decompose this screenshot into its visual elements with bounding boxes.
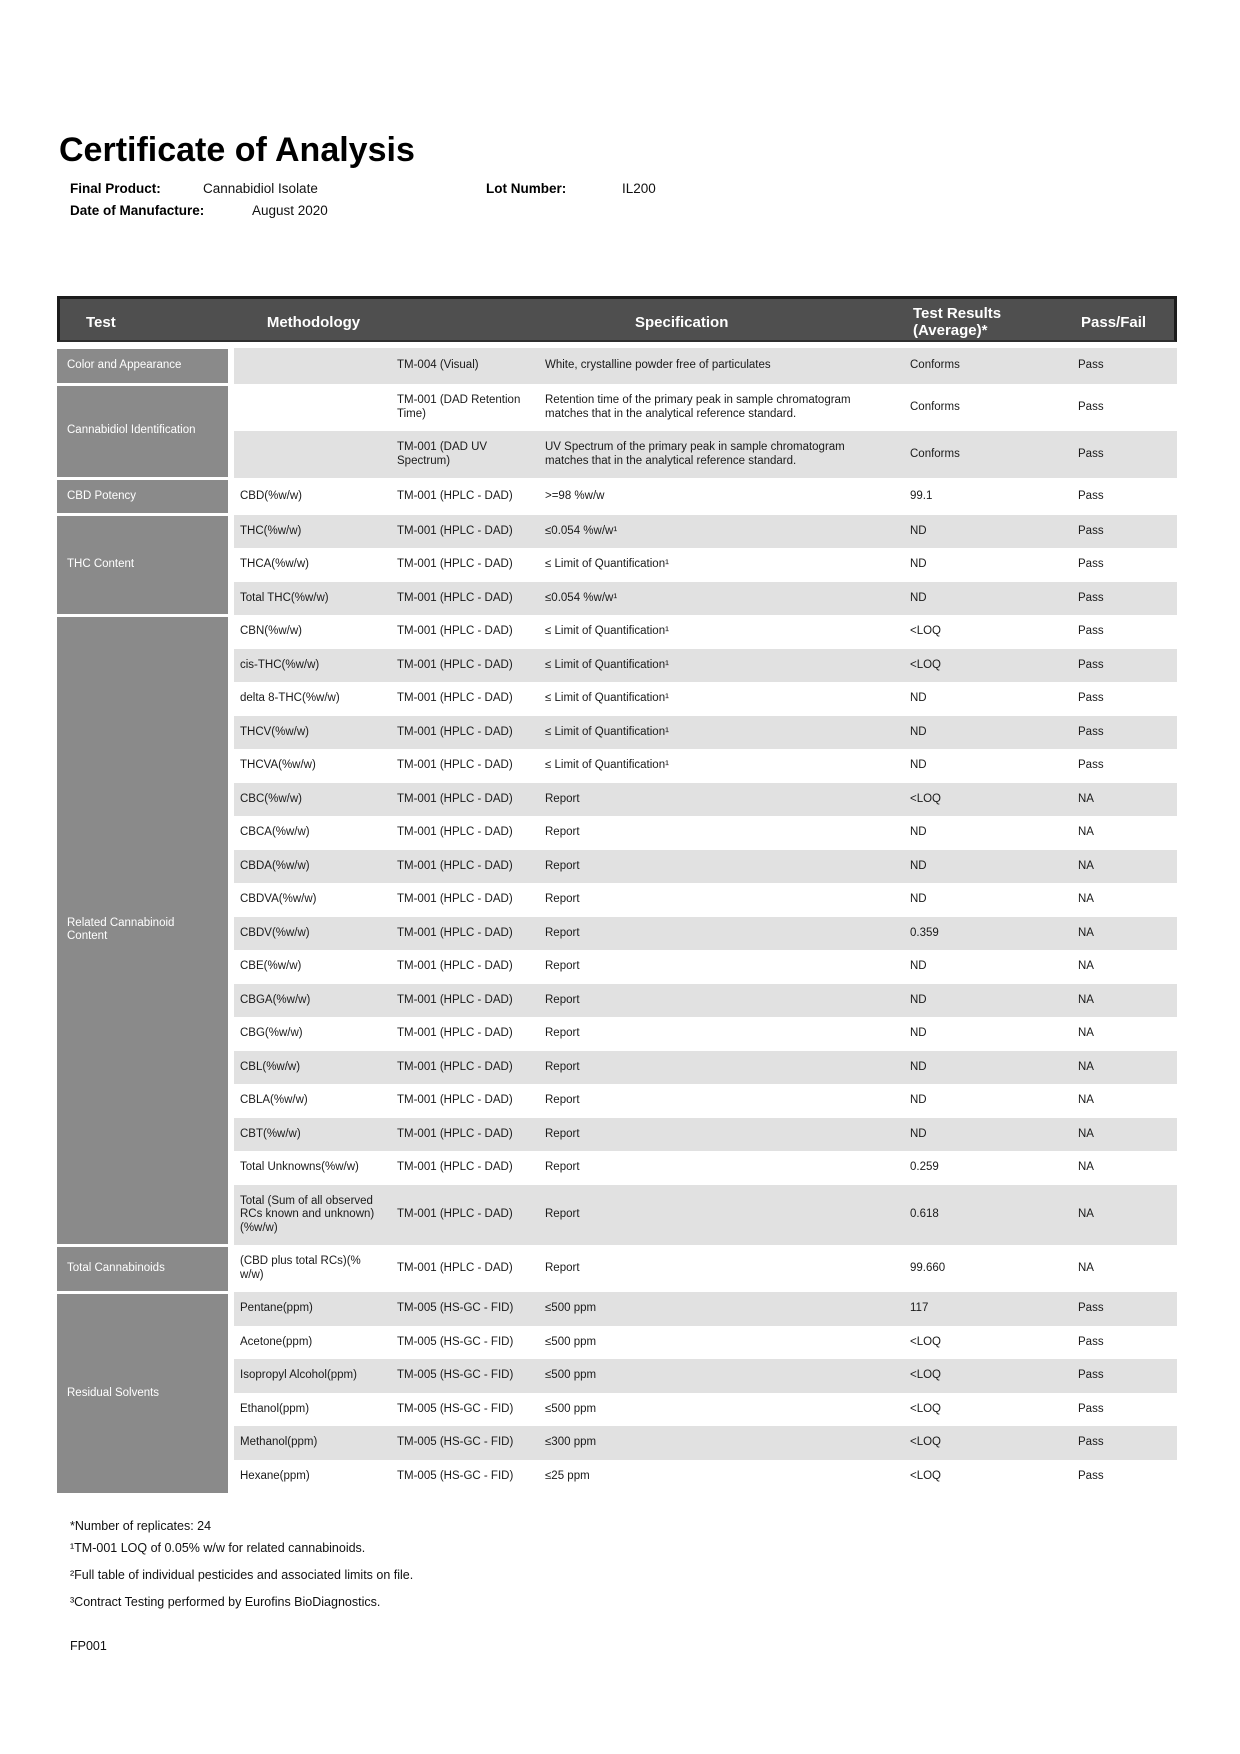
pass-fail-cell: Pass: [1065, 348, 1177, 385]
test-result-cell: ND: [905, 582, 1065, 616]
specification-cell: UV Spectrum of the primary peak in sample chromatogram matches that in the analytical reference standard.: [540, 431, 905, 478]
pass-fail-cell: Pass: [1065, 1359, 1177, 1393]
sub-test-cell: cis-THC(%w/w): [231, 649, 390, 683]
pass-fail-cell: Pass: [1065, 582, 1177, 616]
pass-fail-cell: NA: [1065, 950, 1177, 984]
pass-fail-cell: NA: [1065, 783, 1177, 817]
specification-cell: ≤300 ppm: [540, 1426, 905, 1460]
test-result-cell: <LOQ: [905, 1359, 1065, 1393]
pass-fail-cell: Pass: [1065, 1393, 1177, 1427]
methodology-cell: TM-001 (HPLC - DAD): [390, 1118, 540, 1152]
test-result-cell: ND: [905, 682, 1065, 716]
footnote-contract-testing: ³Contract Testing performed by Eurofins BioDiagnostics.: [70, 1595, 381, 1609]
sub-test-cell: delta 8-THC(%w/w): [231, 682, 390, 716]
sub-test-cell: Isopropyl Alcohol(ppm): [231, 1359, 390, 1393]
footnote-loq: ¹TM-001 LOQ of 0.05% w/w for related cannabinoids.: [70, 1541, 366, 1555]
sub-test-cell: (CBD plus total RCs)(% w/w): [231, 1245, 390, 1292]
sub-test-cell: Hexane(ppm): [231, 1460, 390, 1494]
sub-test-cell: Acetone(ppm): [231, 1326, 390, 1360]
specification-cell: ≤ Limit of Quantification¹: [540, 649, 905, 683]
sub-test-cell: Methanol(ppm): [231, 1426, 390, 1460]
test-result-cell: ND: [905, 515, 1065, 549]
specification-cell: Report: [540, 1084, 905, 1118]
methodology-cell: TM-005 (HS-GC - FID): [390, 1393, 540, 1427]
specification-cell: Report: [540, 850, 905, 884]
date-of-manufacture-value: August 2020: [252, 203, 328, 218]
test-category-cell: Color and Appearance: [57, 348, 231, 385]
methodology-cell: TM-001 (HPLC - DAD): [390, 749, 540, 783]
table-row: [57, 1292, 1177, 1326]
test-result-cell: 0.618: [905, 1185, 1065, 1246]
pass-fail-cell: NA: [1065, 1185, 1177, 1246]
methodology-cell: TM-001 (HPLC - DAD): [390, 649, 540, 683]
pass-fail-cell: Pass: [1065, 1292, 1177, 1326]
sub-test-cell: Ethanol(ppm): [231, 1393, 390, 1427]
specification-cell: ≤ Limit of Quantification¹: [540, 615, 905, 649]
methodology-cell: TM-005 (HS-GC - FID): [390, 1460, 540, 1494]
specification-cell: Report: [540, 783, 905, 817]
methodology-cell: TM-001 (HPLC - DAD): [390, 917, 540, 951]
pass-fail-cell: Pass: [1065, 682, 1177, 716]
test-result-cell: <LOQ: [905, 1393, 1065, 1427]
specification-cell: Report: [540, 1245, 905, 1292]
column-header-test: Test: [86, 313, 116, 331]
pass-fail-cell: Pass: [1065, 384, 1177, 431]
methodology-cell: TM-001 (HPLC - DAD): [390, 816, 540, 850]
specification-cell: ≤25 ppm: [540, 1460, 905, 1494]
table-row: [57, 515, 1177, 549]
methodology-cell: TM-001 (HPLC - DAD): [390, 1051, 540, 1085]
methodology-cell: TM-001 (HPLC - DAD): [390, 682, 540, 716]
specification-cell: ≤ Limit of Quantification¹: [540, 548, 905, 582]
methodology-cell: TM-001 (HPLC - DAD): [390, 950, 540, 984]
pass-fail-cell: Pass: [1065, 1326, 1177, 1360]
results-table-body: [57, 346, 1177, 1493]
column-header-test-results: Test Results (Average)*: [913, 305, 1002, 339]
test-result-cell: ND: [905, 1051, 1065, 1085]
test-result-cell: ND: [905, 1084, 1065, 1118]
sub-test-cell: CBT(%w/w): [231, 1118, 390, 1152]
pass-fail-cell: NA: [1065, 1017, 1177, 1051]
pass-fail-cell: Pass: [1065, 649, 1177, 683]
lot-number-value: IL200: [622, 181, 656, 196]
test-result-cell: ND: [905, 716, 1065, 750]
methodology-cell: TM-001 (HPLC - DAD): [390, 515, 540, 549]
methodology-cell: TM-001 (HPLC - DAD): [390, 1151, 540, 1185]
specification-cell: Report: [540, 816, 905, 850]
methodology-cell: TM-001 (HPLC - DAD): [390, 615, 540, 649]
sub-test-cell: [231, 348, 390, 385]
methodology-cell: TM-001 (HPLC - DAD): [390, 1017, 540, 1051]
test-category-cell: Residual Solvents: [57, 1292, 231, 1493]
specification-cell: ≤0.054 %w/w¹: [540, 582, 905, 616]
methodology-cell: TM-001 (HPLC - DAD): [390, 883, 540, 917]
test-result-cell: ND: [905, 816, 1065, 850]
table-row: [57, 478, 1177, 515]
sub-test-cell: CBE(%w/w): [231, 950, 390, 984]
test-result-cell: <LOQ: [905, 1326, 1065, 1360]
specification-cell: Report: [540, 950, 905, 984]
sub-test-cell: [231, 384, 390, 431]
specification-cell: Report: [540, 1118, 905, 1152]
column-header-pass-fail: Pass/Fail: [1081, 313, 1147, 331]
methodology-cell: TM-001 (HPLC - DAD): [390, 716, 540, 750]
column-header-specification: Specification: [635, 313, 729, 331]
pass-fail-cell: NA: [1065, 1051, 1177, 1085]
sub-test-cell: CBC(%w/w): [231, 783, 390, 817]
specification-cell: ≤ Limit of Quantification¹: [540, 716, 905, 750]
test-result-cell: <LOQ: [905, 1426, 1065, 1460]
specification-cell: White, crystalline powder free of particulates: [540, 348, 905, 385]
test-result-cell: <LOQ: [905, 783, 1065, 817]
sub-test-cell: CBCA(%w/w): [231, 816, 390, 850]
methodology-cell: TM-005 (HS-GC - FID): [390, 1359, 540, 1393]
pass-fail-cell: Pass: [1065, 515, 1177, 549]
methodology-cell: TM-001 (HPLC - DAD): [390, 984, 540, 1018]
sub-test-cell: Total (Sum of all observed RCs known and unknown) (%w/w): [231, 1185, 390, 1246]
pass-fail-cell: Pass: [1065, 431, 1177, 478]
methodology-cell: TM-001 (HPLC - DAD): [390, 1084, 540, 1118]
specification-cell: Report: [540, 883, 905, 917]
test-result-cell: <LOQ: [905, 615, 1065, 649]
pass-fail-cell: Pass: [1065, 716, 1177, 750]
pass-fail-cell: NA: [1065, 1118, 1177, 1152]
specification-cell: >=98 %w/w: [540, 478, 905, 515]
methodology-cell: TM-001 (DAD Retention Time): [390, 384, 540, 431]
pass-fail-cell: Pass: [1065, 478, 1177, 515]
methodology-cell: TM-001 (HPLC - DAD): [390, 1245, 540, 1292]
sub-test-cell: CBD(%w/w): [231, 478, 390, 515]
pass-fail-cell: NA: [1065, 984, 1177, 1018]
methodology-cell: TM-005 (HS-GC - FID): [390, 1326, 540, 1360]
test-result-cell: ND: [905, 850, 1065, 884]
test-result-cell: ND: [905, 950, 1065, 984]
pass-fail-cell: Pass: [1065, 749, 1177, 783]
test-category-cell: THC Content: [57, 515, 231, 616]
pass-fail-cell: Pass: [1065, 1460, 1177, 1494]
specification-cell: Report: [540, 917, 905, 951]
sub-test-cell: CBN(%w/w): [231, 615, 390, 649]
final-product-value: Cannabidiol Isolate: [203, 181, 318, 196]
test-result-cell: <LOQ: [905, 649, 1065, 683]
specification-cell: ≤500 ppm: [540, 1326, 905, 1360]
sub-test-cell: Pentane(ppm): [231, 1292, 390, 1326]
test-category-cell: Total Cannabinoids: [57, 1245, 231, 1292]
pass-fail-cell: NA: [1065, 850, 1177, 884]
test-result-cell: Conforms: [905, 431, 1065, 478]
pass-fail-cell: Pass: [1065, 1426, 1177, 1460]
specification-cell: Report: [540, 984, 905, 1018]
specification-cell: ≤ Limit of Quantification¹: [540, 682, 905, 716]
sub-test-cell: THCVA(%w/w): [231, 749, 390, 783]
test-result-cell: 117: [905, 1292, 1065, 1326]
test-result-cell: 0.359: [905, 917, 1065, 951]
pass-fail-cell: NA: [1065, 1245, 1177, 1292]
test-result-cell: ND: [905, 548, 1065, 582]
sub-test-cell: CBG(%w/w): [231, 1017, 390, 1051]
specification-cell: Report: [540, 1185, 905, 1246]
test-result-cell: Conforms: [905, 348, 1065, 385]
pass-fail-cell: NA: [1065, 816, 1177, 850]
test-result-cell: 99.660: [905, 1245, 1065, 1292]
date-of-manufacture-label: Date of Manufacture:: [70, 203, 205, 218]
sub-test-cell: THC(%w/w): [231, 515, 390, 549]
methodology-cell: TM-005 (HS-GC - FID): [390, 1292, 540, 1326]
footnotes-section: [70, 1510, 970, 1653]
test-result-cell: 0.259: [905, 1151, 1065, 1185]
methodology-cell: TM-001 (HPLC - DAD): [390, 1185, 540, 1246]
specification-cell: Report: [540, 1017, 905, 1051]
pass-fail-cell: NA: [1065, 1151, 1177, 1185]
table-header-row: [57, 296, 1177, 342]
specification-cell: ≤0.054 %w/w¹: [540, 515, 905, 549]
sub-test-cell: CBDA(%w/w): [231, 850, 390, 884]
page-title: Certificate of Analysis: [59, 131, 415, 169]
footnote-replicates: *Number of replicates: 24: [70, 1519, 212, 1533]
sub-test-cell: CBL(%w/w): [231, 1051, 390, 1085]
table-row: [57, 1245, 1177, 1292]
pass-fail-cell: Pass: [1065, 548, 1177, 582]
test-category-cell: CBD Potency: [57, 478, 231, 515]
test-category-cell: Related Cannabinoid Content: [57, 615, 231, 1245]
form-code: FP001: [70, 1639, 107, 1653]
column-header-methodology: Methodology: [266, 313, 361, 331]
specification-cell: ≤500 ppm: [540, 1292, 905, 1326]
specification-cell: Retention time of the primary peak in sample chromatogram matches that in the analytical reference standard.: [540, 384, 905, 431]
specification-cell: ≤ Limit of Quantification¹: [540, 749, 905, 783]
test-result-cell: <LOQ: [905, 1460, 1065, 1494]
test-result-cell: ND: [905, 1017, 1065, 1051]
footnote-pesticides: ²Full table of individual pesticides and associated limits on file.: [70, 1568, 414, 1582]
specification-cell: ≤500 ppm: [540, 1393, 905, 1427]
sub-test-cell: CBGA(%w/w): [231, 984, 390, 1018]
final-product-label: Final Product:: [70, 181, 161, 196]
table-row: [57, 348, 1177, 385]
table-row: [57, 384, 1177, 431]
coa-results-table: [57, 296, 1177, 1493]
methodology-cell: TM-005 (HS-GC - FID): [390, 1426, 540, 1460]
test-result-cell: ND: [905, 1118, 1065, 1152]
sub-test-cell: Total Unknowns(%w/w): [231, 1151, 390, 1185]
methodology-cell: TM-001 (HPLC - DAD): [390, 850, 540, 884]
sub-test-cell: THCA(%w/w): [231, 548, 390, 582]
lot-number-label: Lot Number:: [486, 181, 567, 196]
specification-cell: Report: [540, 1151, 905, 1185]
test-result-cell: Conforms: [905, 384, 1065, 431]
methodology-cell: TM-001 (HPLC - DAD): [390, 783, 540, 817]
specification-cell: ≤500 ppm: [540, 1359, 905, 1393]
test-result-cell: 99.1: [905, 478, 1065, 515]
sub-test-cell: CBDVA(%w/w): [231, 883, 390, 917]
methodology-cell: TM-004 (Visual): [390, 348, 540, 385]
methodology-cell: TM-001 (HPLC - DAD): [390, 548, 540, 582]
sub-test-cell: THCV(%w/w): [231, 716, 390, 750]
pass-fail-cell: NA: [1065, 1084, 1177, 1118]
test-result-cell: ND: [905, 984, 1065, 1018]
methodology-cell: TM-001 (DAD UV Spectrum): [390, 431, 540, 478]
test-result-cell: ND: [905, 749, 1065, 783]
test-category-cell: Cannabidiol Identification: [57, 384, 231, 478]
table-row: [57, 615, 1177, 649]
pass-fail-cell: NA: [1065, 883, 1177, 917]
sub-test-cell: Total THC(%w/w): [231, 582, 390, 616]
pass-fail-cell: Pass: [1065, 615, 1177, 649]
specification-cell: Report: [540, 1051, 905, 1085]
sub-test-cell: CBDV(%w/w): [231, 917, 390, 951]
methodology-cell: TM-001 (HPLC - DAD): [390, 478, 540, 515]
test-result-cell: ND: [905, 883, 1065, 917]
methodology-cell: TM-001 (HPLC - DAD): [390, 582, 540, 616]
sub-test-cell: CBLA(%w/w): [231, 1084, 390, 1118]
pass-fail-cell: NA: [1065, 917, 1177, 951]
sub-test-cell: [231, 431, 390, 478]
